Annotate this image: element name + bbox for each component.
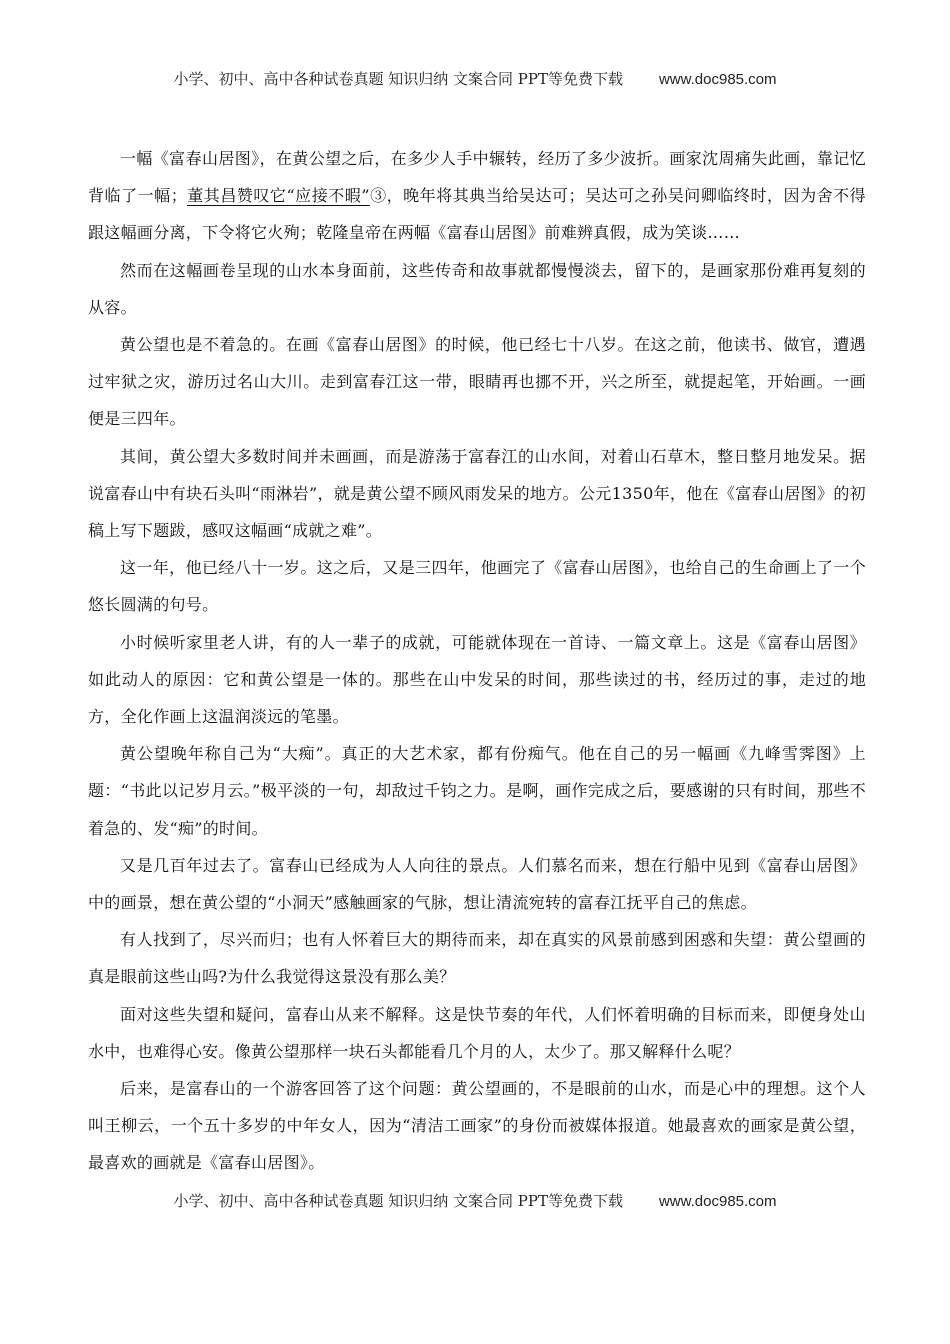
paragraph-3: 黄公望也是不着急的。在画《富春山居图》的时候，他已经七十八岁。在这之前，他读书、做官，遭遇过牢狱之灾，游历过名山大川。走到富春江这一带，眼睛再也挪不开，兴之所至，就提起笔，开始画。一画便是三四年。 xyxy=(88,335,866,429)
paragraph-10: 面对这些失望和疑问，富春山从来不解释。这是快节奏的年代，人们怀着明确的目标而来，即便身处山水中，也难得心安。像黄公望那样一块石头都能看几个月的人，太少了。那又解释什么呢？ xyxy=(88,1004,866,1061)
paragraph-4: 其间，黄公望大多数时间并未画画，而是游荡于富春江的山水间，对着山石草木，整日整月地发呆。据说富春山中有块石头叫“雨淋岩”，就是黄公望不顾风雨发呆的地方。公元1350年，他在《富春山居图》的初稿上写下题跋，感叹这幅画“成就之难”。 xyxy=(88,446,866,541)
paragraph-11: 后来，是富春山的一个游客回答了这个问题：黄公望画的，不是眼前的山水，而是心中的理想。这个人叫王柳云，一个五十多岁的中年女人，因为“清洁工画家”的身份而被媒体报道。她最喜欢的画家是黄公望，最喜欢的画就是《富春山居图》。 xyxy=(88,1079,866,1173)
header-text: 小学、初中、高中各种试卷真题 知识归纳 文案合同 PPT等免费下载 xyxy=(173,70,623,88)
paragraph-2: 然而在这幅画卷呈现的山水本身面前，这些传奇和故事就都慢慢淡去，留下的，是画家那份难再复刻的从容。 xyxy=(88,260,866,317)
article-body xyxy=(88,140,866,1182)
paragraph-1-after: ③，晚年将其典当给吴达可；吴达可之孙吴问卿临终时，因为舍不得跟这幅画分离，下令将它火殉；乾隆皇帝在两幅《富春山居图》前难辨真假，成为笑谈…… xyxy=(88,186,866,243)
header-url[interactable]: www.doc985.com xyxy=(658,71,777,88)
paragraph-9: 有人找到了，尽兴而归；也有人怀着巨大的期待而来，却在真实的风景前感到困惑和失望：黄公望画的真是眼前这些山吗?为什么我觉得这景没有那么美？ xyxy=(88,930,866,987)
underlined-quote: 董其昌赞叹它“应接不暇” xyxy=(187,186,370,206)
page-header xyxy=(0,68,950,89)
paragraph-1-before: 一幅《富春山居图》，在黄公望之后，在多少人手中辗转，经历了多少波折。画家沈周痛失此画，靠记忆背临了一幅； xyxy=(88,149,866,206)
paragraph-6: 小时候听家里老人讲，有的人一辈子的成就，可能就体现在一首诗、一篇文章上。这是《富春山居图》如此动人的原因：它和黄公望是一体的。那些在山中发呆的时间，那些读过的书，经历过的事，走过的地方，全化作画上这温润淡远的笔墨。 xyxy=(88,632,866,727)
paragraph-1 xyxy=(88,140,866,252)
paragraph-8: 又是几百年过去了。富春山已经成为人人向往的景点。人们慕名而来，想在行船中见到《富春山居图》中的画景，想在黄公望的“小洞天”感触画家的气脉，想让清流宛转的富春江抚平自己的焦虑。 xyxy=(88,855,866,913)
footer-text: 小学、初中、高中各种试卷真题 知识归纳 文案合同 PPT等免费下载 xyxy=(173,1192,623,1210)
paragraph-5: 这一年，他已经八十一岁。这之后，又是三四年，他画完了《富春山居图》，也给自己的生命画上了一个悠长圆满的句号。 xyxy=(88,558,866,615)
paragraph-7: 黄公望晚年称自己为“大痴”。真正的大艺术家，都有份痴气。他在自己的另一幅画《九峰雪霁图》上题：“书此以记岁月云。”极平淡的一句，却敌过千钧之力。是啊，画作完成之后，要感谢的只有时间，那些不着急的、发“痴”的时间。 xyxy=(88,744,866,838)
footer-url[interactable]: www.doc985.com xyxy=(658,1193,777,1210)
page-footer xyxy=(0,1190,950,1211)
